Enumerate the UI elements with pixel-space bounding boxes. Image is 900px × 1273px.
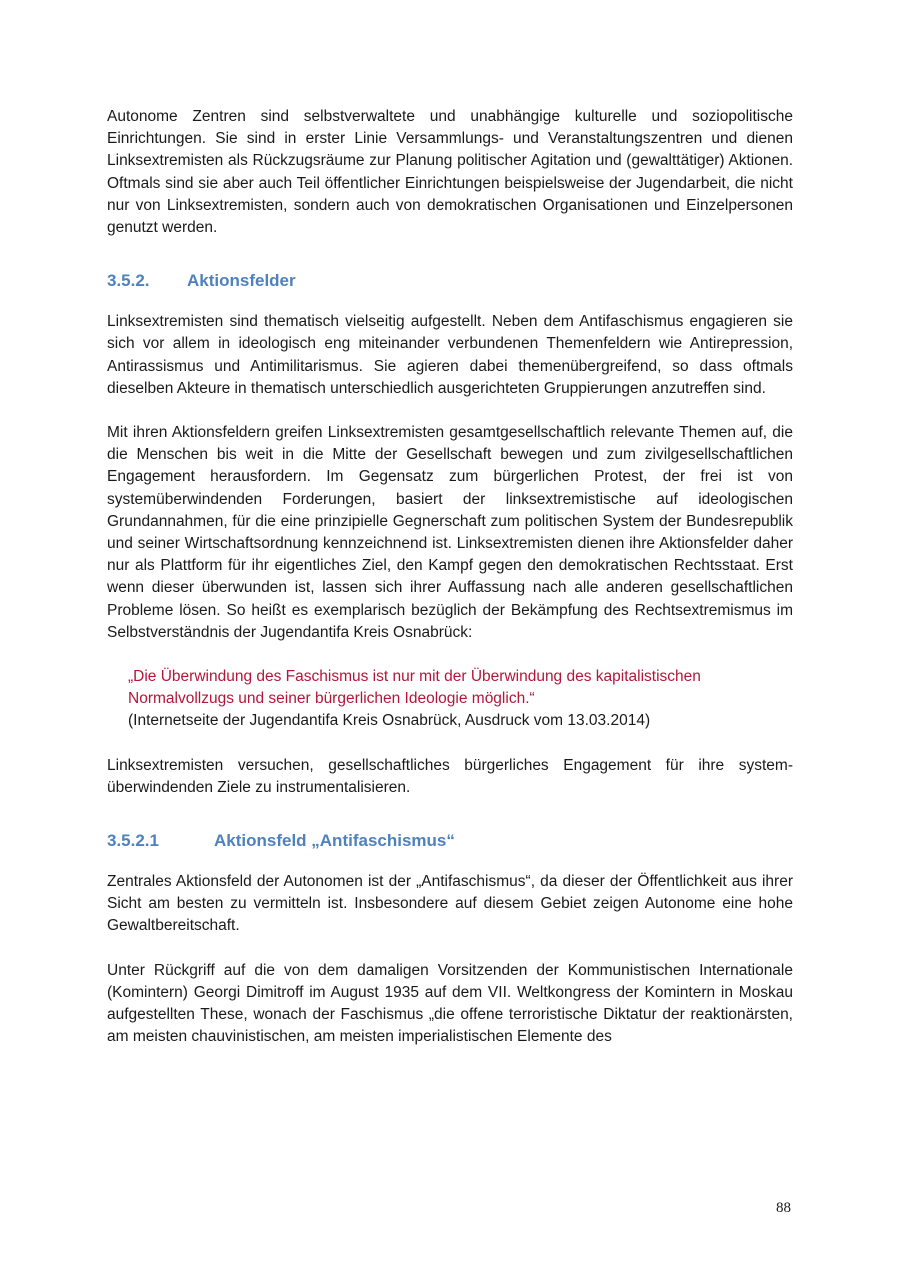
section-number: 3.5.2. <box>107 271 150 291</box>
document-page <box>107 106 793 1049</box>
paragraph-themenfelder: Linksextremisten sind thematisch vielseitig aufgestellt. Neben dem Antifaschismus engagieren sie sich vor allem in ideologisch eng miteinander verbundenen Themenfeldern wie Antirepression, Antirassismus und Antimilitarismus. Sie agieren dabei themenübergreifend, so dass oftmals dieselben Akteure in thematisch unterschiedlich ausgerichteten Gruppierungen anzutreffen sind. <box>107 313 793 397</box>
quote-text: „Die Überwindung des Faschismus ist nur mit der Überwindung des kapitalistischen Normalvollzugs und seiner bürgerlichen Ideologie möglich.“ <box>128 668 701 708</box>
section-number: 3.5.2.1 <box>107 831 159 851</box>
quote-block <box>128 666 793 733</box>
page-number: 88 <box>776 1200 791 1216</box>
paragraph-instrumentalisieren: Linksextremisten versuchen, gesellschaftliches bürgerliches Engagement für ihre systemüberwindenden Ziele zu instrumentalisieren. <box>107 756 793 796</box>
section-heading-antifaschismus <box>107 829 793 853</box>
quote-source: (Internetseite der Jugendantifa Kreis Osnabrück, Ausdruck vom 13.03.2014) <box>128 712 651 730</box>
paragraph-dimitroff-these: Unter Rückgriff auf die von dem damaligen Vorsitzenden der Kommunistischen Internationale (Komintern) Georgi Dimitroff im August 1935 auf dem VII. Weltkongress der Komintern in Moskau aufgestellten These, wonach der Faschismus „die offene terroristische Diktatur der reaktionärsten, am meisten chauvinistischen, am meisten imperialistischen Elemente des <box>107 961 793 1046</box>
paragraph-zentrales-aktionsfeld: Zentrales Aktionsfeld der Autonomen ist der „Antifaschismus“, da dieser der Öffentlichkeit aus ihrer Sicht am besten zu vermitteln ist. Insbesondere auf diesem Gebiet zeigen Autonome eine hohe Gewaltbereitschaft. <box>107 873 793 935</box>
section-title: Aktionsfelder <box>187 271 296 291</box>
paragraph-autonome-zentren: Autonome Zentren sind selbstverwaltete und unabhängige kulturelle und soziopolitische Einrichtungen. Sie sind in erster Linie Versammlungs- und Veranstaltungszentren und dienen Linksextremisten als Rückzugsräume zur Planung politischer Agitation und (gewalttätiger) Aktionen. Oftmals sind sie aber auch Teil öffentlicher Einrichtungen beispielsweise der Jugendarbeit, die nicht nur von Linksextremisten, sondern auch von demokratischen Organisationen und Einzelpersonen genutzt werden. <box>107 108 793 237</box>
section-title: Aktionsfeld „Antifaschismus“ <box>214 831 455 851</box>
paragraph-aktionsfelder-gesellschaft: Mit ihren Aktionsfeldern greifen Linksextremisten gesamtgesellschaftlich relevante Themen auf, die die Menschen bis weit in die Mitte der Gesellschaft bewegen und zum zivilgesellschaftlichen Engagement herausfordern. Im Gegensatz zum bürgerlichen Protest, der frei ist von systemüberwindenden Forderungen, basiert der linksextremistische auf ideologischen Grundannahmen, für die eine prinzipielle Gegnerschaft zum politischen System der Bundesrepublik und seiner Wirtschaftsordnung kennzeichnend ist. Linksextremisten dienen ihre Aktionsfelder daher nur als Plattform für ihr eigentliches Ziel, den Kampf gegen den demokratischen Rechtsstaat. Erst wenn dieser überwunden ist, lassen sich ihrer Auffassung nach alle anderen gesellschaftlichen Probleme lösen. So heißt es exemplarisch bezüglich der Bekämpfung des Rechtsextremismus im Selbstverständnis der Jugendantifa Kreis Osnabrück: <box>107 424 793 641</box>
section-heading-aktionsfelder <box>107 269 793 293</box>
